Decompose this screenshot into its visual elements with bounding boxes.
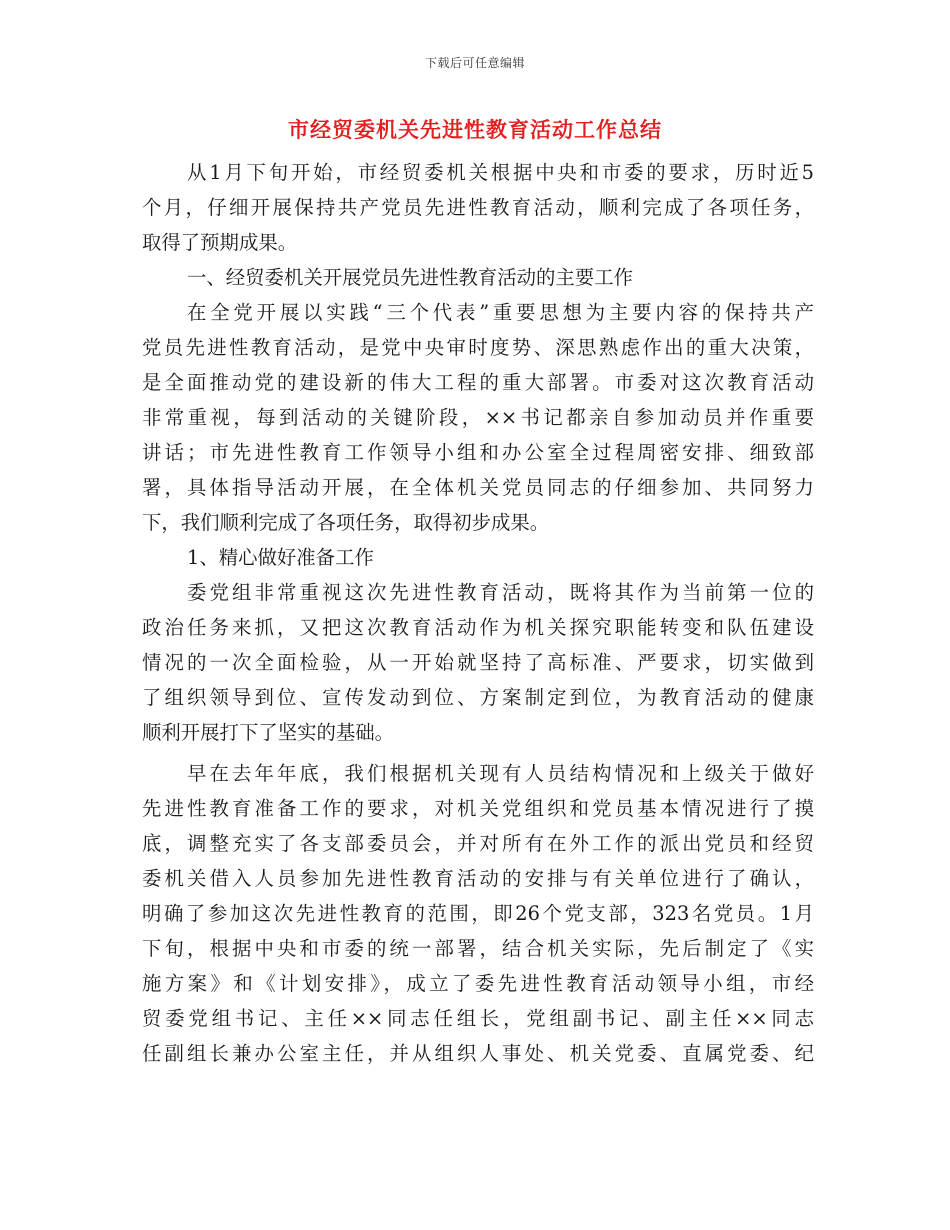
- paragraph-line: 非常重视，每到活动的关键阶段，××书记都亲自参加动员并作重要: [142, 406, 814, 429]
- paragraph-line: 党员先进性教育活动，是党中央审时度势、深思熟虑作出的重大决策，: [142, 336, 814, 359]
- paragraph-line: 了组织领导到位、宣传发动到位、方案制定到位，为教育活动的健康: [142, 686, 814, 709]
- paragraph-line: 署，具体指导活动开展，在全体机关党员同志的仔细参加、共同努力: [142, 476, 814, 499]
- paragraph-line: 任副组长兼办公室主任，并从组织人事处、机关党委、直属党委、纪: [142, 1042, 814, 1065]
- paragraph-line: 委机关借入人员参加先进性教育活动的安排与有关单位进行了确认，: [142, 867, 814, 890]
- paragraph-line: 从1月下旬开始，市经贸委机关根据中央和市委的要求，历时近5: [187, 161, 814, 184]
- paragraph-line: 讲话；市先进性教育工作领导小组和办公室全过程周密安排、细致部: [142, 441, 814, 464]
- paragraph-line: 情况的一次全面检验，从一开始就坚持了高标准、严要求，切实做到: [142, 651, 814, 674]
- document-body: [142, 155, 814, 1071]
- paragraph-line: 底，调整充实了各支部委员会，并对所有在外工作的派出党员和经贸: [142, 832, 814, 855]
- paragraph-line: 个月，仔细开展保持共产党员先进性教育活动，顺利完成了各项任务，: [142, 196, 814, 219]
- subsection-heading: 1、精心做好准备工作: [187, 546, 374, 569]
- header-note: 下载后可任意编辑: [424, 56, 525, 70]
- paragraph-line: 早在去年年底，我们根据机关现有人员结构情况和上级关于做好: [187, 762, 814, 785]
- paragraph-line: 是全面推动党的建设新的伟大工程的重大部署。市委对这次教育活动: [142, 371, 814, 394]
- paragraph-line: 委党组非常重视这次先进性教育活动，既将其作为当前第一位的: [187, 581, 814, 604]
- section-heading: 一、经贸委机关开展党员先进性教育活动的主要工作: [187, 266, 633, 289]
- document-title: 市经贸委机关先进性教育活动工作总结: [288, 117, 662, 142]
- paragraph-line: 取得了预期成果。: [142, 231, 298, 254]
- paragraph-line: 顺利开展打下了坚实的基础。: [142, 721, 395, 744]
- paragraph-line: 先进性教育准备工作的要求，对机关党组织和党员基本情况进行了摸: [142, 797, 814, 820]
- paragraph-line: 施方案》和《计划安排》，成立了委先进性教育活动领导小组，市经: [142, 972, 814, 995]
- paragraph-line: 明确了参加这次先进性教育的范围，即26个党支部，323名党员。1月: [142, 902, 814, 925]
- paragraph-line: 下，我们顺利完成了各项任务，取得初步成果。: [142, 511, 550, 534]
- paragraph-line: 在全党开展以实践“三个代表”重要思想为主要内容的保持共产: [187, 301, 814, 324]
- paragraph-line: 政治任务来抓，又把这次教育活动作为机关探究职能转变和队伍建设: [142, 616, 814, 639]
- paragraph-line: 下旬，根据中央和市委的统一部署，结合机关实际，先后制定了《实: [142, 937, 814, 960]
- paragraph-line: 贸委党组书记、主任××同志任组长，党组副书记、副主任××同志: [142, 1007, 814, 1030]
